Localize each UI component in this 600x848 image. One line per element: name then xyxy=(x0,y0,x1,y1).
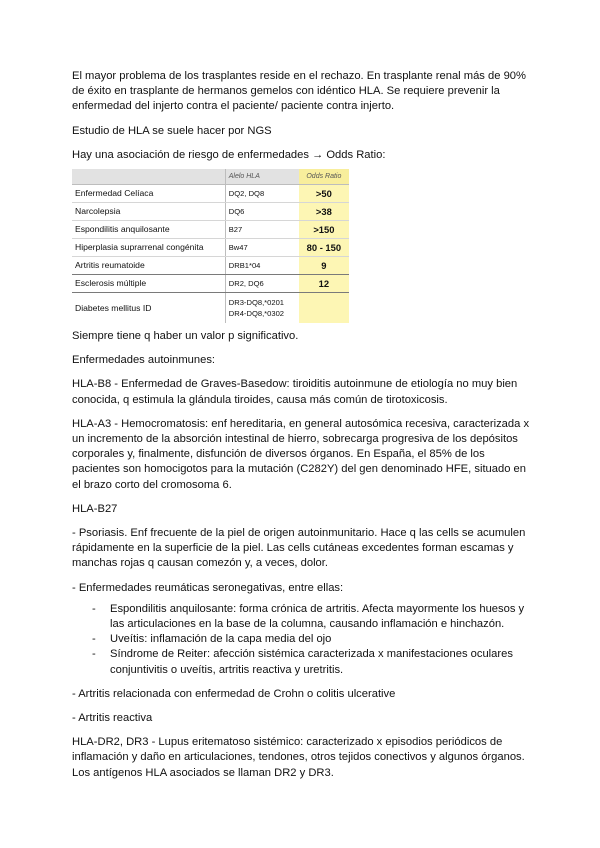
table-cell-allele: B27 xyxy=(225,221,299,239)
document-page xyxy=(72,69,532,790)
table-row xyxy=(72,239,349,257)
table-cell-odds-ratio xyxy=(299,293,349,324)
paragraph-rheumatic: - Enfermedades reumáticas seronegativas, entre ellas: xyxy=(72,581,344,594)
table-cell-odds-ratio: >38 xyxy=(299,203,349,221)
paragraph-transplant: El mayor problema de los trasplantes reside en el rechazo. En trasplante renal más de 90% de éxito en trasplante de hermanos gemelos con idéntico HLA. Se requiere prevenir la enfermedad del injerto contra el paciente/ paciente contra injerto. xyxy=(72,70,526,113)
table-cell-odds-ratio: 9 xyxy=(299,257,349,275)
table-cell-allele xyxy=(225,293,299,324)
paragraph-odds-ratio: Hay una asociación de riesgo de enfermedades → Odds Ratio: xyxy=(72,148,386,161)
list-item: - Espondilitis anquilosante: forma crónica de artritis. Afecta mayormente los huesos y las articulaciones en la base de la columna, causando inflamación e hinchazón. xyxy=(110,602,532,632)
section-heading-hla-b27: HLA-B27 xyxy=(72,502,118,515)
table-cell-disease: Enfermedad Celíaca xyxy=(72,185,225,203)
table-cell-disease: Esclerosis múltiple xyxy=(72,275,225,293)
table-cell-odds-ratio: 12 xyxy=(299,275,349,293)
table-header-row xyxy=(72,169,349,185)
table-cell-allele-line: DR3-DQ8,*0201 xyxy=(228,298,285,308)
paragraph-ngs: Estudio de HLA se suele hacer por NGS xyxy=(72,124,272,137)
table-row xyxy=(72,221,349,239)
paragraph-p-value: Siempre tiene q haber un valor p significativo. xyxy=(72,330,299,343)
table-header-disease xyxy=(72,169,225,185)
paragraph-reactive-arthritis: - Artritis reactiva xyxy=(72,712,153,725)
table-cell-odds-ratio: >150 xyxy=(299,221,349,239)
table-row xyxy=(72,203,349,221)
list-item: - Síndrome de Reiter: afección sistémica caracterizada x manifestaciones oculares conjuntivitis o uveítis, artritis reactiva y uretritis. xyxy=(110,647,532,677)
table-cell-allele: DR2, DQ6 xyxy=(225,275,299,293)
paragraph-hla-a3: HLA-A3 - Hemocromatosis: enf hereditaria, en general autosómica recesiva, caracterizada x un incremento de la absorción intestinal de hierro, sobrecarga progresiva de los depósitos corporales y, finalmente, disfunción de diversos órganos. En España, el 85% de los pacientes son homocigotos para la mutación (C282Y) del gen denominado HFE, situado en el brazo corto del cromosoma 6. xyxy=(72,417,530,491)
table-cell-allele: Bw47 xyxy=(225,239,299,257)
table-row xyxy=(72,257,349,275)
table-cell-allele-line: DR4-DQ8,*0302 xyxy=(228,309,285,319)
table-header-allele: Alelo HLA xyxy=(225,169,299,185)
table-cell-disease: Narcolepsia xyxy=(72,203,225,221)
paragraph-crohn: - Artritis relacionada con enfermedad de Crohn o colitis ulcerative xyxy=(72,687,396,700)
table-cell-disease: Espondilitis anquilosante xyxy=(72,221,225,239)
paragraph-lupus: HLA-DR2, DR3 - Lupus eritematoso sistémico: caracterizado x episodios periódicos de inflamación y daño en articulaciones, tendones, otros tejidos conectivos y algunos órganos. Los antígenos HLA asociados se llaman DR2 y DR3. xyxy=(72,736,525,779)
table-cell-allele: DRB1*04 xyxy=(225,257,299,275)
hla-odds-ratio-table xyxy=(72,169,349,323)
table-cell-disease: Hiperplasia suprarrenal congénita xyxy=(72,239,225,257)
list-item: - Uveítis: inflamación de la capa media del ojo xyxy=(110,632,532,647)
section-heading-autoimmune: Enfermedades autoinmunes: xyxy=(72,354,216,367)
table-cell-odds-ratio: 80 - 150 xyxy=(299,239,349,257)
table-cell-disease: Artritis reumatoide xyxy=(72,257,225,275)
table-cell-allele: DQ2, DQ8 xyxy=(225,185,299,203)
table-header-odds-ratio: Odds Ratio xyxy=(299,169,349,185)
table-row xyxy=(72,293,349,324)
table-cell-odds-ratio: >50 xyxy=(299,185,349,203)
table-cell-disease: Diabetes mellitus ID xyxy=(72,293,225,324)
paragraph-psoriasis: - Psoriasis. Enf frecuente de la piel de origen autoinmunitario. Hace q las cells se acumulen rápidamente en la superficie de la piel. Las cells cutáneas excedentes forman escamas y manchas rojas q causan comezón y, a veces, dolor. xyxy=(72,527,526,570)
table-cell-allele: DQ6 xyxy=(225,203,299,221)
table-row xyxy=(72,185,349,203)
table-row xyxy=(72,275,349,293)
rheumatic-disease-list xyxy=(72,602,532,678)
paragraph-hla-b8: HLA-B8 - Enfermedad de Graves-Basedow: tiroiditis autoinmune de etiología no muy bien conocida, q estimula la glándula tiroides, causa más común de tirotoxicosis. xyxy=(72,378,518,406)
